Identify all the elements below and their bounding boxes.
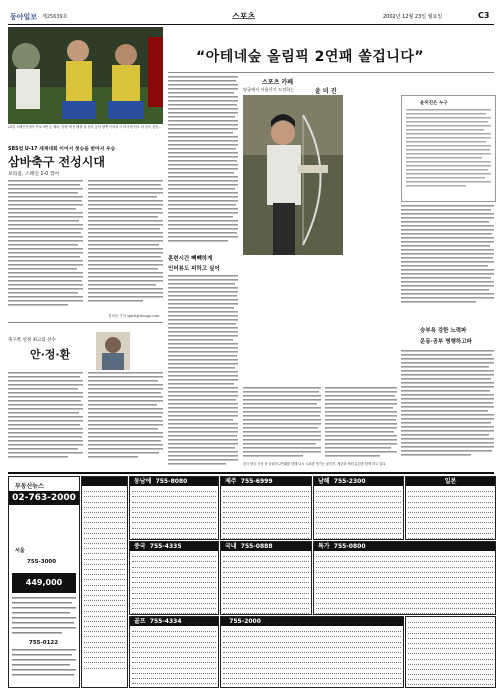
feature-subhead-1: 훈련시간 빽빽하게	[168, 256, 213, 262]
subheadline: 브라질, 스페인 1-0 꺾어	[8, 172, 60, 177]
main-headline: 삼바축구 전성시대	[8, 155, 105, 169]
header-rule	[8, 24, 494, 25]
feature-body-col2	[243, 387, 321, 467]
cafe-name: 윤 미 진	[315, 88, 337, 95]
left-ad-block	[8, 476, 80, 688]
ad-listing-8-title: 골프	[134, 618, 146, 625]
ad-listing-4-title: 일본	[444, 478, 457, 485]
small-box-title: 서울	[15, 548, 25, 554]
ad-listing-2	[220, 476, 312, 540]
feature-subhead-3: 승부욕 강한 노력파	[420, 328, 467, 334]
sidebar-title: 윤미진은 누구	[420, 101, 448, 106]
ad-listing-2-title: 제주	[225, 478, 237, 485]
reporter-credit: 정성한 기자 spirit@donga.com	[108, 314, 160, 318]
ad-column-header	[82, 477, 127, 486]
profile-sidebar	[401, 95, 496, 202]
profile-kicker: 축구쪽 선정 최고의 선수	[8, 338, 56, 343]
ad-listing-7-header	[314, 542, 495, 551]
ad-listing-2-header	[221, 477, 311, 486]
phone-banner	[9, 491, 79, 505]
left-ad-phone: 755-0122	[29, 640, 59, 646]
ad-listing-4	[405, 476, 496, 540]
section-title: 스포츠	[232, 12, 256, 21]
profile-name: 안·정·환	[30, 348, 71, 361]
title-rule	[168, 72, 494, 73]
athlete-photo-caption: 한국 양궁 사상 첫 올림픽 2연패를 향해 다시 시위를 당기는 윤미진. 체중과 체력 훈련을 함께 하고 있다.	[243, 462, 387, 466]
price-banner	[12, 573, 76, 593]
athlete-photo	[243, 95, 343, 255]
feature-body-right2	[401, 350, 494, 468]
ad-column-narrow	[81, 476, 128, 688]
publication-date: 2002년 12월 23일 월요일	[383, 14, 443, 20]
ad-listing-7-phone: 755-0800	[333, 543, 366, 550]
brand-name: 부동산뉴스	[15, 483, 44, 490]
ad-listing-6-phone: 755-0888	[240, 543, 273, 550]
ad-listing-6-header	[221, 542, 311, 551]
ad-listing-1-title: 동남에	[134, 478, 152, 485]
feature-subhead-4: 운동·공부 병행하고파	[420, 339, 472, 345]
ad-listing-9	[220, 616, 404, 688]
soccer-photo	[8, 27, 163, 124]
ad-listing-1-phone: 755-8080	[155, 478, 188, 485]
photo-caption: 23일 스페인전에서 후보 3번 등 제외 '강성' 비선 배성 골 선수 등의 양쪽 이어서 스 미국에 선수 마 한국 점진...	[8, 125, 162, 129]
big-price: 449,000	[25, 578, 63, 587]
ad-listing-3-header	[314, 477, 403, 486]
divider	[8, 322, 163, 323]
issue-number: 제25639호	[42, 14, 68, 20]
phone-number: 02-763-2000	[12, 493, 76, 503]
ad-listing-2-phone: 755-6999	[240, 478, 273, 485]
ad-listing-7-title: 특가	[318, 543, 330, 550]
newspaper-logo: 동아일보	[10, 13, 38, 21]
ad-listing-9-header	[221, 617, 403, 626]
article-body-right	[88, 180, 163, 310]
profile-photo	[96, 332, 130, 370]
feature-body-col3	[325, 387, 397, 467]
ad-listing-5	[129, 541, 219, 615]
ad-listing-4-header	[406, 477, 495, 486]
ad-listing-1-header	[130, 477, 218, 486]
feature-body-col1b	[168, 275, 238, 475]
ad-listing-6-title: 국내	[225, 543, 237, 550]
ad-listing-8-phone: 755-4334	[149, 618, 182, 625]
page-header	[0, 0, 500, 26]
feature-title: “아테네숲 올림픽 2연패 쏠겁니다”	[196, 49, 425, 65]
ad-listing-8-header	[130, 617, 218, 626]
ad-listing-5-title: 중국	[134, 543, 146, 550]
ad-listing-10	[405, 616, 496, 688]
feature-body-right1	[401, 205, 494, 320]
ad-listing-9-phone: 755-2000	[229, 618, 261, 625]
small-headline: SBS컵 U-17 세계대회 이어서 첫승을 받아서 우승	[8, 147, 116, 152]
feature-body-col1	[168, 76, 238, 246]
cafe-subtitle: 양궁매지 서울산기 도전하는	[243, 87, 295, 92]
ad-listing-3	[313, 476, 404, 540]
ad-listing-8	[129, 616, 219, 688]
feature-subhead-2: 인터뷰도 피하고 싶어	[168, 266, 220, 272]
profile-body	[8, 372, 163, 464]
small-box-phone: 755-3000	[27, 559, 57, 565]
article-body-left	[8, 180, 83, 310]
cafe-label: 스포츠 카페	[262, 79, 294, 86]
ad-section-rule	[8, 472, 494, 474]
ad-listing-5-phone: 755-4335	[149, 543, 182, 550]
ad-listing-5-header	[130, 542, 218, 551]
ad-listing-3-title: 남해	[318, 478, 330, 485]
ad-listing-7	[313, 541, 496, 615]
ad-listing-6	[220, 541, 312, 615]
page-number: C3	[478, 11, 490, 20]
ad-listing-3-phone: 755-2300	[333, 478, 366, 485]
ad-listing-1	[129, 476, 219, 540]
